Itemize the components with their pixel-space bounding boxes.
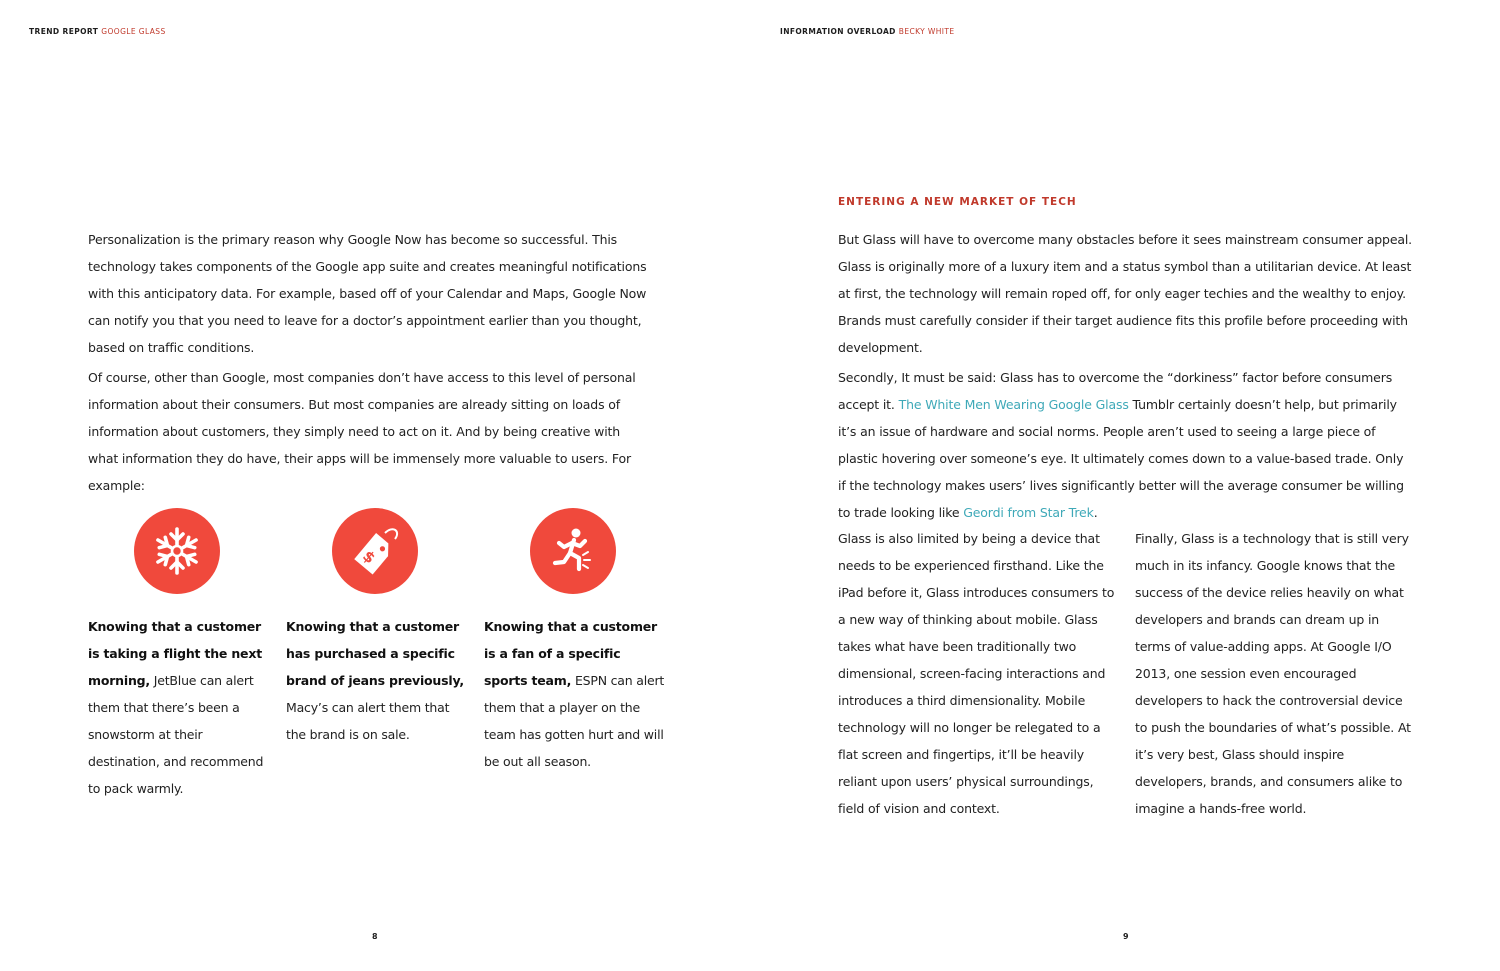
dorkiness-text-c: . [1093,505,1098,520]
column-right-paragraph: Finally, Glass is a technology that is still very much in its infancy. Google knows that the success of the device relies heavily on what developers and brands can dream up in terms of value-adding apps. At Google I/O 2013, one session even encouraged developers to hack the controversial device to push the boundaries of what’s possible. At it’s very best, Glass should inspire developers, brands, and consumers alike to imagine a hands-free world. [1135,531,1411,816]
dorkiness-paragraph [838,364,1413,526]
example-caption-3 [484,613,666,775]
running-head-accent: BECKY WHITE [898,27,955,36]
page-number-right: 9 [1123,932,1129,941]
example-caption-1-bold: Knowing that a customer is taking a flight the next morning, [88,619,262,688]
running-head-left [29,27,166,36]
running-head-accent: GOOGLE GLASS [101,27,166,36]
svg-text:$: $ [359,546,379,568]
injured-runner-icon [543,521,603,581]
running-head-label: TREND REPORT [29,27,99,36]
obstacles-paragraph: But Glass will have to overcome many obstacles before it sees mainstream consumer appeal. Glass is originally more of a luxury item and a status symbol than a utilitarian device. At least at first, the technology will remain roped off, for only eager techies and the wealthy to enjoy. Brands must carefully consider if their target audience fits this profile before proceeding with development. [838,232,1413,355]
injured-runner-icon-badge [530,508,616,594]
dorkiness-text-b: Tumblr certainly doesn’t help, but primarily it’s an issue of hardware and social norms. People aren’t used to seeing a large piece of plastic hovering over someone’s eye. It ultimately comes down to a value-based trade. Only if the technology makes users’ lives significantly better will the average consumer be willing to trade looking like [838,397,1404,520]
column-left-paragraph: Glass is also limited by being a device that needs to be experienced firsthand. Like the iPad before it, Glass introduces consumers to a new way of thinking about mobile. Glass takes what have been traditionally two dimensional, screen-facing interactions and introduces a third dimensionality. Mobile technology will no longer be relegated to a flat screen and fingertips, it’ll be heavily reliant upon users’ physical surroundings, field of vision and context. [838,531,1115,816]
page-number-left: 8 [372,932,378,941]
price-tag-icon [345,521,405,581]
section-title: ENTERING A NEW MARKET OF TECH [838,196,1077,208]
example-caption-2 [286,613,468,748]
snowflake-icon-badge [134,508,220,594]
example-caption-3-text: ESPN can alert them that a player on the team has gotten hurt and will be out all season. [484,673,665,769]
example-caption-1-text: JetBlue can alert them that there’s been a snowstorm at their destination, and recommend to pack warmly. [88,673,264,796]
right-page [750,0,1500,971]
example-caption-2-bold: Knowing that a customer has purchased a specific brand of jeans previously, [286,619,464,688]
price-tag-icon-badge [332,508,418,594]
running-head-label: INFORMATION OVERLOAD [780,27,896,36]
context-paragraph: Of course, other than Google, most companies don’t have access to this level of personal information about their consumers. But most companies are already sitting on loads of information about customers, they simply need to act on it. And by being creative with what information they do have, their apps will be immensely more valuable to users. For example: [88,370,636,493]
intro-paragraph: Personalization is the primary reason why Google Now has become so successful. This technology takes components of the Google app suite and creates meaningful notifications with this anticipatory data. For example, based off of your Calendar and Maps, Google Now can notify you that you need to leave for a doctor’s appointment earlier than you thought, based on traffic conditions. [88,232,647,355]
dorkiness-text-a: Secondly, It must be said: Glass has to overcome the “dorkiness” factor before consumers accept it. [838,370,1393,412]
example-caption-1 [88,613,270,802]
example-caption-3-bold: Knowing that a customer is a fan of a specific sports team, [484,619,658,688]
snowflake-icon [150,524,204,578]
geordi-from-star-trek-link[interactable]: Geordi from Star Trek [963,505,1094,520]
white-men-wearing-google-glass-link[interactable]: The White Men Wearing Google Glass [898,397,1129,412]
example-caption-2-text: Macy’s can alert them that the brand is on sale. [286,700,450,742]
running-head-right [780,27,955,36]
